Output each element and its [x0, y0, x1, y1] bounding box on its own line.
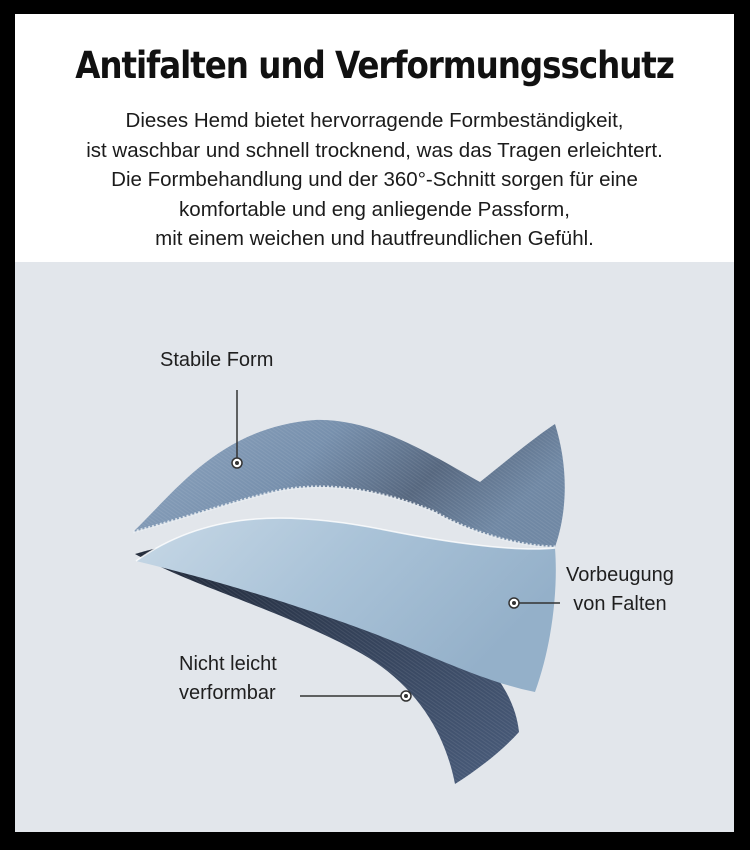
description [15, 106, 734, 254]
description-line: Dieses Hemd bietet hervorragende Formbeständigkeit, [125, 109, 624, 132]
description-line: mit einem weichen und hautfreundlichen Gefühl. [155, 227, 594, 250]
description-line: ist waschbar und schnell trocknend, was das Tragen erleichtert. [86, 138, 663, 162]
callout-text: von Falten [573, 593, 667, 615]
not-deformable-label [179, 650, 277, 708]
stable-form-label [160, 346, 273, 375]
product-info-card [15, 14, 734, 832]
callout-text: Vorbeugung [566, 564, 674, 586]
fabric-layers-illustration [15, 262, 734, 832]
fabric-illustration-panel [15, 262, 734, 832]
header-section [15, 14, 734, 262]
callout-text: verformbar [179, 682, 276, 704]
description-line: Die Formbehandlung und der 360°-Schnitt sorgen für eine [111, 168, 638, 191]
callout-text: Stabile Form [160, 349, 274, 371]
description-line: komfortable und eng anliegende Passform, [179, 197, 570, 221]
page-title: Antifalten und Verformungsschutz [75, 44, 674, 87]
callout-text: Nicht leicht [179, 653, 277, 675]
wrinkle-prevention-label [566, 561, 674, 619]
callout-deform-marker [300, 691, 411, 701]
